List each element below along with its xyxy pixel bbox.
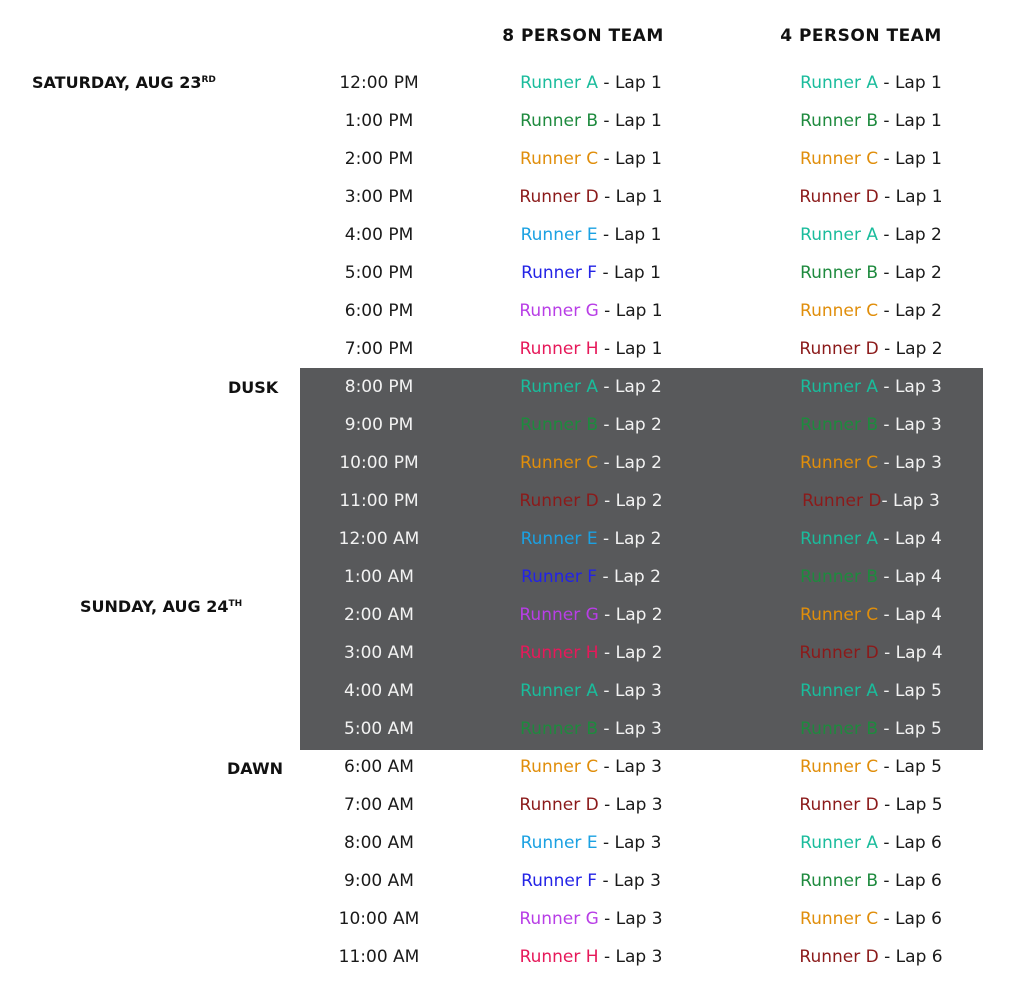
runner-name: Runner A xyxy=(800,73,878,93)
lap-number: - Lap 1 xyxy=(598,111,662,131)
runner-name: Runner C xyxy=(520,757,599,777)
team4-cell xyxy=(721,909,1021,929)
team8-cell xyxy=(441,529,741,549)
team4-cell xyxy=(721,529,1021,549)
lap-number: - Lap 6 xyxy=(878,947,943,967)
team4-cell xyxy=(721,73,1021,93)
team8-cell xyxy=(441,871,741,891)
lap-number: - Lap 3 xyxy=(598,719,662,739)
team4-cell xyxy=(721,187,1021,207)
lap-number: - Lap 2 xyxy=(878,263,942,283)
lap-number: - Lap 3 xyxy=(878,415,942,435)
lap-number: - Lap 3 xyxy=(878,377,942,397)
runner-name: Runner H xyxy=(519,339,599,359)
time-cell: 3:00 PM xyxy=(344,187,414,207)
runner-name: Runner A xyxy=(800,377,878,397)
runner-name: Runner D xyxy=(519,491,599,511)
runner-name: Runner F xyxy=(521,567,598,587)
team8-cell xyxy=(441,225,741,245)
schedule-row xyxy=(0,292,1024,330)
schedule-row xyxy=(0,938,1024,976)
runner-name: Runner D xyxy=(519,795,599,815)
schedule-row xyxy=(0,444,1024,482)
schedule-row xyxy=(0,482,1024,520)
lap-number: - Lap 2 xyxy=(878,339,943,359)
lap-number: - Lap 5 xyxy=(878,757,942,777)
lap-number: - Lap 6 xyxy=(878,909,942,929)
runner-name: Runner A xyxy=(800,833,878,853)
team8-cell xyxy=(441,301,741,321)
schedule-row xyxy=(0,102,1024,140)
team8-cell xyxy=(441,605,741,625)
schedule-row xyxy=(0,710,1024,748)
time-cell: 12:00 AM xyxy=(338,529,420,549)
runner-name: Runner H xyxy=(519,947,599,967)
runner-name: Runner A xyxy=(800,529,878,549)
schedule-row xyxy=(0,406,1024,444)
schedule-row xyxy=(0,254,1024,292)
runner-name: Runner G xyxy=(519,909,599,929)
runner-name: Runner B xyxy=(520,415,599,435)
team8-cell xyxy=(441,73,741,93)
lap-number: - Lap 2 xyxy=(598,643,663,663)
team8-cell xyxy=(441,187,741,207)
lap-number: - Lap 6 xyxy=(878,833,942,853)
runner-name: Runner C xyxy=(800,757,879,777)
header-8-person-team: 8 PERSON TEAM xyxy=(502,26,664,46)
runner-name: Runner A xyxy=(520,681,598,701)
schedule-row xyxy=(0,824,1024,862)
lap-number: - Lap 1 xyxy=(878,73,942,93)
team8-cell xyxy=(441,833,741,853)
label-sunday-suffix: TH xyxy=(228,599,243,609)
label-dawn: DAWN xyxy=(227,759,283,778)
time-cell: 9:00 AM xyxy=(344,871,414,891)
lap-number: - Lap 2 xyxy=(598,491,663,511)
schedule-row xyxy=(0,520,1024,558)
runner-name: Runner F xyxy=(521,871,598,891)
lap-number: - Lap 1 xyxy=(598,149,662,169)
runner-name: Runner C xyxy=(520,149,599,169)
schedule-row xyxy=(0,672,1024,710)
team4-cell xyxy=(721,149,1021,169)
runner-name: Runner C xyxy=(800,149,879,169)
team8-cell xyxy=(441,491,741,511)
team8-cell xyxy=(441,415,741,435)
header-4-person-team: 4 PERSON TEAM xyxy=(780,26,942,46)
time-cell: 5:00 AM xyxy=(344,719,414,739)
time-cell: 12:00 PM xyxy=(339,73,419,93)
runner-name: Runner D xyxy=(802,491,882,511)
runner-name: Runner E xyxy=(520,225,598,245)
runner-name: Runner B xyxy=(800,567,879,587)
time-cell: 7:00 PM xyxy=(344,339,414,359)
runner-name: Runner D xyxy=(799,947,879,967)
time-cell: 2:00 PM xyxy=(344,149,414,169)
lap-number: - Lap 1 xyxy=(597,263,661,283)
team4-cell xyxy=(721,605,1021,625)
team8-cell xyxy=(441,757,741,777)
runner-name: Runner A xyxy=(520,377,598,397)
schedule-row xyxy=(0,178,1024,216)
team4-cell xyxy=(721,339,1021,359)
lap-number: - Lap 1 xyxy=(598,301,663,321)
lap-number: - Lap 3 xyxy=(597,833,662,853)
runner-name: Runner B xyxy=(800,111,879,131)
team8-cell xyxy=(441,643,741,663)
time-cell: 11:00 PM xyxy=(339,491,419,511)
lap-number: - Lap 5 xyxy=(878,795,943,815)
lap-number: - Lap 2 xyxy=(878,301,942,321)
runner-name: Runner B xyxy=(800,719,879,739)
label-saturday-suffix: RD xyxy=(201,75,216,85)
lap-number: - Lap 2 xyxy=(878,225,942,245)
schedule-row xyxy=(0,558,1024,596)
lap-number: - Lap 2 xyxy=(597,529,662,549)
team4-cell xyxy=(721,947,1021,967)
lap-number: - Lap 3 xyxy=(598,795,663,815)
team8-cell xyxy=(441,377,741,397)
label-saturday-text: SATURDAY, AUG 23 xyxy=(32,73,202,92)
team8-cell xyxy=(441,149,741,169)
lap-number: - Lap 2 xyxy=(598,605,663,625)
team4-cell xyxy=(721,757,1021,777)
lap-number: - Lap 3 xyxy=(597,871,661,891)
team4-cell xyxy=(721,415,1021,435)
team8-cell xyxy=(441,339,741,359)
schedule-row xyxy=(0,900,1024,938)
team4-cell xyxy=(721,871,1021,891)
runner-name: Runner B xyxy=(800,263,879,283)
schedule-row xyxy=(0,216,1024,254)
runner-name: Runner C xyxy=(800,909,879,929)
team4-cell xyxy=(721,643,1021,663)
team8-cell xyxy=(441,567,741,587)
runner-name: Runner G xyxy=(519,605,599,625)
runner-name: Runner B xyxy=(520,111,599,131)
team4-cell xyxy=(721,111,1021,131)
lap-number: - Lap 4 xyxy=(878,605,942,625)
lap-number: - Lap 1 xyxy=(597,225,662,245)
runner-name: Runner B xyxy=(800,415,879,435)
lap-number: - Lap 4 xyxy=(878,567,942,587)
lap-number: - Lap 1 xyxy=(878,111,942,131)
lap-number: - Lap 2 xyxy=(598,377,662,397)
lap-number: - Lap 2 xyxy=(598,453,662,473)
lap-number: - Lap 1 xyxy=(598,187,663,207)
runner-name: Runner B xyxy=(520,719,599,739)
time-cell: 5:00 PM xyxy=(344,263,414,283)
team8-cell xyxy=(441,719,741,739)
lap-number: - Lap 4 xyxy=(878,529,942,549)
lap-number: - Lap 2 xyxy=(598,415,662,435)
runner-name: Runner E xyxy=(520,833,598,853)
time-cell: 1:00 PM xyxy=(344,111,414,131)
runner-name: Runner D xyxy=(799,339,879,359)
time-cell: 4:00 PM xyxy=(344,225,414,245)
time-cell: 7:00 AM xyxy=(344,795,414,815)
lap-number: - Lap 5 xyxy=(878,719,942,739)
team8-cell xyxy=(441,795,741,815)
lap-number: - Lap 3 xyxy=(598,757,662,777)
schedule-row xyxy=(0,862,1024,900)
team4-cell xyxy=(721,833,1021,853)
runner-name: Runner D xyxy=(799,187,879,207)
team4-cell xyxy=(721,681,1021,701)
lap-number: - Lap 3 xyxy=(878,453,942,473)
lap-number: - Lap 3 xyxy=(598,909,663,929)
schedule-row xyxy=(0,596,1024,634)
lap-number: - Lap 1 xyxy=(878,187,943,207)
lap-number: - Lap 4 xyxy=(878,643,943,663)
runner-name: Runner E xyxy=(520,529,598,549)
team8-cell xyxy=(441,111,741,131)
lap-number: - Lap 2 xyxy=(597,567,661,587)
lap-number: - Lap 6 xyxy=(878,871,942,891)
team8-cell xyxy=(441,909,741,929)
team8-cell xyxy=(441,453,741,473)
lap-number: - Lap 3 xyxy=(598,947,663,967)
label-sunday-text: SUNDAY, AUG 24 xyxy=(80,597,229,616)
label-dusk: DUSK xyxy=(228,378,279,397)
runner-name: Runner C xyxy=(520,453,599,473)
time-cell: 8:00 PM xyxy=(344,377,414,397)
schedule-row xyxy=(0,330,1024,368)
schedule-row xyxy=(0,634,1024,672)
team4-cell xyxy=(721,377,1021,397)
runner-name: Runner G xyxy=(519,301,599,321)
team8-cell xyxy=(441,947,741,967)
schedule-row xyxy=(0,368,1024,406)
time-cell: 3:00 AM xyxy=(344,643,414,663)
time-cell: 6:00 PM xyxy=(344,301,414,321)
lap-number: - Lap 5 xyxy=(878,681,942,701)
runner-name: Runner D xyxy=(799,795,879,815)
runner-name: Runner C xyxy=(800,605,879,625)
runner-name: Runner D xyxy=(799,643,879,663)
team4-cell xyxy=(721,225,1021,245)
runner-name: Runner C xyxy=(800,301,879,321)
team4-cell xyxy=(721,453,1021,473)
time-cell: 11:00 AM xyxy=(338,947,420,967)
team4-cell xyxy=(721,263,1021,283)
runner-name: Runner A xyxy=(800,225,878,245)
lap-number: - Lap 3 xyxy=(881,491,940,511)
lap-number: - Lap 3 xyxy=(598,681,662,701)
schedule-row xyxy=(0,748,1024,786)
lap-number: - Lap 1 xyxy=(878,149,942,169)
runner-name: Runner D xyxy=(519,187,599,207)
time-cell: 10:00 AM xyxy=(338,909,420,929)
lap-number: - Lap 1 xyxy=(598,73,662,93)
time-cell: 8:00 AM xyxy=(344,833,414,853)
runner-name: Runner A xyxy=(520,73,598,93)
time-cell: 2:00 AM xyxy=(344,605,414,625)
team4-cell xyxy=(721,795,1021,815)
team8-cell xyxy=(441,681,741,701)
time-cell: 6:00 AM xyxy=(344,757,414,777)
team4-cell xyxy=(721,719,1021,739)
time-cell: 4:00 AM xyxy=(344,681,414,701)
time-cell: 1:00 AM xyxy=(344,567,414,587)
runner-name: Runner F xyxy=(521,263,598,283)
team8-cell xyxy=(441,263,741,283)
team4-cell xyxy=(721,491,1021,511)
runner-name: Runner C xyxy=(800,453,879,473)
team4-cell xyxy=(721,301,1021,321)
lap-number: - Lap 1 xyxy=(598,339,663,359)
runner-name: Runner A xyxy=(800,681,878,701)
schedule-row xyxy=(0,786,1024,824)
runner-name: Runner H xyxy=(519,643,599,663)
schedule-row xyxy=(0,64,1024,102)
time-cell: 10:00 PM xyxy=(339,453,419,473)
schedule-row xyxy=(0,140,1024,178)
runner-name: Runner B xyxy=(800,871,879,891)
time-cell: 9:00 PM xyxy=(344,415,414,435)
team4-cell xyxy=(721,567,1021,587)
